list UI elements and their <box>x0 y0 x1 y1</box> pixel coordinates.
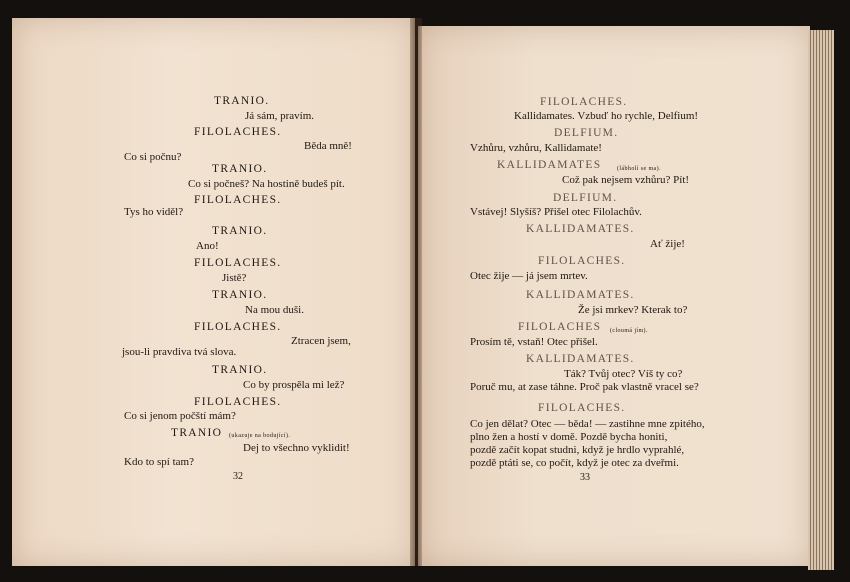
speaker-name: KALLIDAMATES <box>497 159 602 171</box>
dialogue-line: plno žen a hostí v domě. Pozdě bycha honiti, <box>470 431 668 443</box>
speaker-name: DELFIUM. <box>553 192 618 204</box>
dialogue-line: Ztracen jsem, <box>291 335 351 347</box>
speaker-name: TRANIO. <box>212 225 268 237</box>
book-gutter <box>410 18 422 566</box>
speaker-name: FILOLACHES. <box>194 321 282 333</box>
dialogue-line: Ať žije! <box>650 238 685 250</box>
dialogue-line: Co si počnu? <box>124 151 182 163</box>
speaker-name: TRANIO. <box>212 289 268 301</box>
stage-direction: (lábholí se ma). <box>617 166 661 172</box>
dialogue-line: Vzhůru, vzhůru, Kallidamate! <box>470 142 602 154</box>
speaker-name: TRANIO. <box>212 364 268 376</box>
dialogue-line: Otec žije — já jsem mrtev. <box>470 270 588 282</box>
dialogue-line: Kallidamates. Vzbuď ho rychle, Delfium! <box>514 110 699 122</box>
dialogue-line: Dej to všechno vyklidit! <box>243 442 350 454</box>
stage-direction: (cloumá jím). <box>610 328 648 334</box>
speaker-name: KALLIDAMATES. <box>526 289 635 301</box>
page-number: 33 <box>580 472 590 483</box>
dialogue-line: Běda mně! <box>304 140 352 152</box>
speaker-name: FILOLACHES. <box>194 126 282 138</box>
dialogue-line: jsou-li pravdiva tvá slova. <box>122 346 237 358</box>
dialogue-line: pozdě ptáti se, co počít, když je otec za dveřmi. <box>470 457 679 469</box>
speaker-name: FILOLACHES. <box>194 396 282 408</box>
speaker-name: FILOLACHES <box>518 321 602 333</box>
speaker-name: KALLIDAMATES. <box>526 353 635 365</box>
speaker-name: FILOLACHES. <box>194 194 282 206</box>
dialogue-line: Na mou duši. <box>245 304 304 316</box>
dialogue-line: Vstávej! Slyšíš? Přišel otec Filolachův. <box>470 206 642 218</box>
speaker-name: TRANIO <box>171 427 223 439</box>
dialogue-line: Tys ho viděl? <box>124 206 184 218</box>
speaker-name: DELFIUM. <box>554 127 619 139</box>
speaker-name: TRANIO. <box>214 95 270 107</box>
dialogue-line: Což pak nejsem vzhůru? Pít! <box>562 174 690 186</box>
speaker-name: FILOLACHES. <box>540 96 628 108</box>
dialogue-line: Že jsi mrkev? Kterak to? <box>578 304 688 316</box>
speaker-name: FILOLACHES. <box>538 255 626 267</box>
dialogue-line: Co by prospěla mi lež? <box>243 379 345 391</box>
speaker-name: FILOLACHES. <box>538 402 626 414</box>
speaker-name: TRANIO. <box>212 163 268 175</box>
dialogue-line: Poruč mu, at zase táhne. Proč pak vlastně vracel se? <box>470 381 699 393</box>
page-number: 32 <box>233 471 243 482</box>
dialogue-line: Co si počneš? Na hostině budeš pít. <box>188 178 345 190</box>
dialogue-line: Jistě? <box>222 272 247 284</box>
dialogue-line: Prosím tě, vstaň! Otec přišel. <box>470 336 598 348</box>
dialogue-line: Ták? Tvůj otec? Víš ty co? <box>564 368 683 380</box>
dialogue-line: Ano! <box>196 240 219 252</box>
dialogue-line: Kdo to spí tam? <box>124 456 194 468</box>
dialogue-line: Co si jenom počští mám? <box>124 410 236 422</box>
speaker-name: KALLIDAMATES. <box>526 223 635 235</box>
dialogue-line: Co jen dělat? Otec — běda! — zastihne mne zpitého, <box>470 418 705 430</box>
dialogue-line: pozdě začít kopat studni, když je hrdlo vyprahlé, <box>470 444 685 456</box>
dialogue-line: Já sám, pravím. <box>245 110 315 122</box>
speaker-name: FILOLACHES. <box>194 257 282 269</box>
page-edges <box>808 30 834 570</box>
stage-direction: (ukazuje na bodující). <box>229 433 291 439</box>
